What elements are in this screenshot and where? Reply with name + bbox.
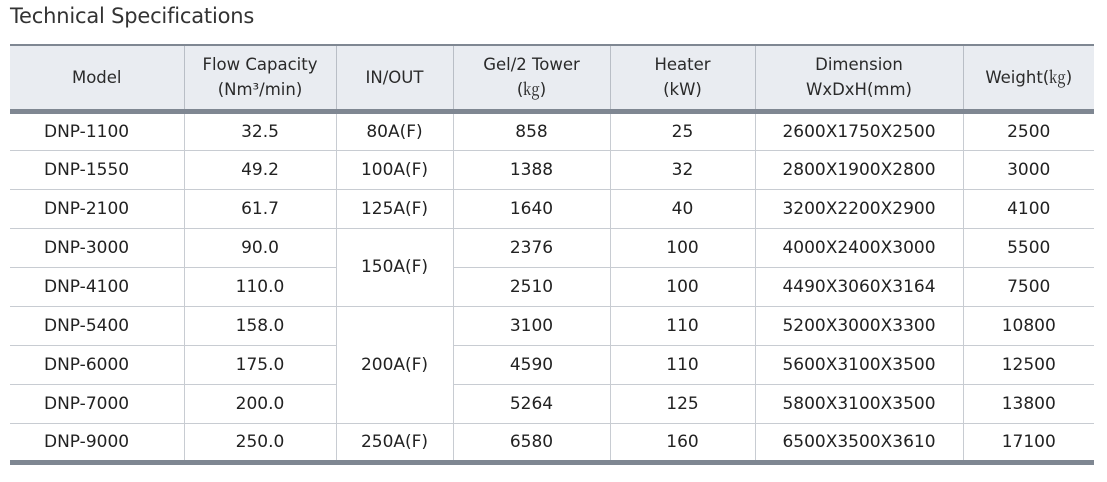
- cell-gel: 858: [453, 111, 610, 150]
- header-gel-label: Gel/2 Tower: [483, 55, 580, 75]
- cell-heater: 32: [610, 150, 755, 189]
- table-body: [10, 111, 1094, 462]
- cell-model: DNP-1100: [10, 111, 184, 150]
- cell-model: DNP-6000: [10, 345, 184, 384]
- header-row: [10, 45, 1094, 111]
- cell-flow: 110.0: [184, 267, 336, 306]
- cell-weight: 13800: [963, 384, 1094, 423]
- cell-weight: 4100: [963, 189, 1094, 228]
- cell-heater: 110: [610, 345, 755, 384]
- cell-gel: 6580: [453, 423, 610, 462]
- cell-dimension: 5200X3000X3300: [755, 306, 963, 345]
- cell-model: DNP-9000: [10, 423, 184, 462]
- cell-weight: 17100: [963, 423, 1094, 462]
- cell-flow: 250.0: [184, 423, 336, 462]
- header-heater-unit: (kW): [663, 80, 702, 100]
- table-row: [10, 306, 1094, 345]
- cell-heater: 100: [610, 228, 755, 267]
- header-flow-capacity: [184, 45, 336, 111]
- cell-gel: 1640: [453, 189, 610, 228]
- header-flow-unit: (Nm³/min): [217, 80, 303, 100]
- cell-weight: 7500: [963, 267, 1094, 306]
- header-dimension: [755, 45, 963, 111]
- spec-table: [10, 44, 1094, 465]
- cell-heater: 110: [610, 306, 755, 345]
- cell-flow: 158.0: [184, 306, 336, 345]
- cell-dimension: 5600X3100X3500: [755, 345, 963, 384]
- cell-inout: 200A(F): [336, 306, 453, 423]
- cell-flow: 90.0: [184, 228, 336, 267]
- cell-inout: 150A(F): [336, 228, 453, 306]
- cell-dimension: 4000X2400X3000: [755, 228, 963, 267]
- header-model: Model: [10, 45, 184, 111]
- cell-model: DNP-3000: [10, 228, 184, 267]
- header-inout: IN/OUT: [336, 45, 453, 111]
- cell-weight: 3000: [963, 150, 1094, 189]
- cell-gel: 5264: [453, 384, 610, 423]
- header-heater: [610, 45, 755, 111]
- cell-weight: 12500: [963, 345, 1094, 384]
- cell-dimension: 3200X2200X2900: [755, 189, 963, 228]
- cell-weight: 10800: [963, 306, 1094, 345]
- cell-model: DNP-4100: [10, 267, 184, 306]
- cell-inout: 125A(F): [336, 189, 453, 228]
- header-heater-label: Heater: [654, 55, 711, 75]
- cell-inout: 100A(F): [336, 150, 453, 189]
- cell-inout: 80A(F): [336, 111, 453, 150]
- page-title: Technical Specifications: [10, 4, 255, 28]
- table-row: [10, 267, 1094, 306]
- header-gel-tower: [453, 45, 610, 111]
- cell-weight: 5500: [963, 228, 1094, 267]
- table-row: [10, 111, 1094, 150]
- cell-weight: 2500: [963, 111, 1094, 150]
- cell-model: DNP-1550: [10, 150, 184, 189]
- cell-flow: 61.7: [184, 189, 336, 228]
- cell-gel: 2510: [453, 267, 610, 306]
- cell-model: DNP-2100: [10, 189, 184, 228]
- header-dimension-label: Dimension: [815, 55, 903, 75]
- cell-dimension: 2600X1750X2500: [755, 111, 963, 150]
- cell-flow: 200.0: [184, 384, 336, 423]
- header-weight: Weight(㎏): [963, 45, 1094, 111]
- table-row: [10, 228, 1094, 267]
- header-flow-label: Flow Capacity: [202, 55, 318, 75]
- cell-dimension: 6500X3500X3610: [755, 423, 963, 462]
- cell-dimension: 5800X3100X3500: [755, 384, 963, 423]
- header-gel-unit: (㎏): [516, 80, 547, 100]
- cell-model: DNP-5400: [10, 306, 184, 345]
- cell-flow: 175.0: [184, 345, 336, 384]
- table-row: [10, 345, 1094, 384]
- cell-heater: 25: [610, 111, 755, 150]
- cell-dimension: 2800X1900X2800: [755, 150, 963, 189]
- cell-gel: 4590: [453, 345, 610, 384]
- table-row: [10, 189, 1094, 228]
- cell-gel: 1388: [453, 150, 610, 189]
- cell-heater: 40: [610, 189, 755, 228]
- cell-heater: 160: [610, 423, 755, 462]
- cell-heater: 125: [610, 384, 755, 423]
- cell-model: DNP-7000: [10, 384, 184, 423]
- table-header: [10, 45, 1094, 111]
- cell-heater: 100: [610, 267, 755, 306]
- table-row: [10, 384, 1094, 423]
- cell-inout: 250A(F): [336, 423, 453, 462]
- cell-gel: 2376: [453, 228, 610, 267]
- cell-gel: 3100: [453, 306, 610, 345]
- header-dimension-unit: WxDxH(mm): [806, 80, 912, 100]
- cell-flow: 32.5: [184, 111, 336, 150]
- cell-dimension: 4490X3060X3164: [755, 267, 963, 306]
- table-row: [10, 423, 1094, 462]
- table-row: [10, 150, 1094, 189]
- cell-flow: 49.2: [184, 150, 336, 189]
